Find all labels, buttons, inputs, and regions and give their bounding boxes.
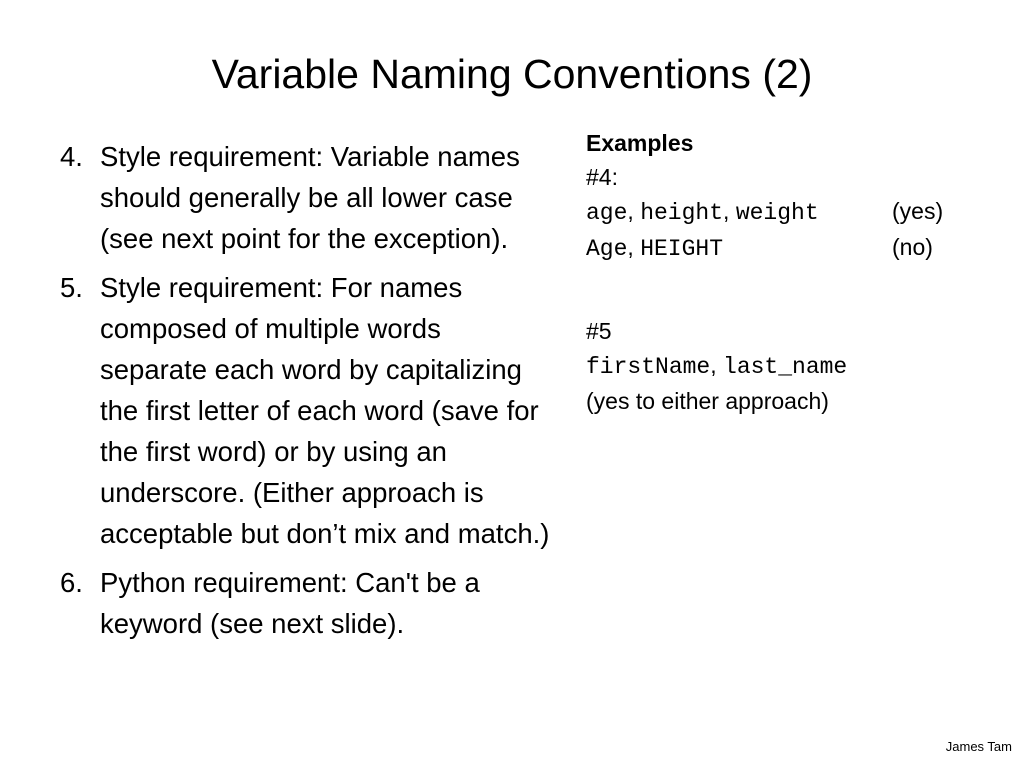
example-4-no-line [586,230,986,266]
author-footer: James Tam [945,739,1012,754]
example-5-line [586,348,986,384]
verdict-yes: (yes) [892,198,944,224]
separator: , [723,198,736,224]
examples-heading: Examples [586,130,694,156]
example-4-yes-line [586,194,986,230]
code-age: age [586,200,628,226]
list-item-text: Style requirement: For names composed of multiple words separate each word by capitalizing the first letter of each word (save for the first word) or by using an underscore. (Either approach is acceptable but don’t mix and match.) [100,272,550,549]
list-item [60,562,550,644]
separator: , [627,234,641,260]
code-height: height [640,200,724,226]
examples-panel [586,126,986,418]
spacer [586,266,986,314]
list-item-number: 6. [60,567,83,598]
example-5-note: (yes to either approach) [586,388,829,414]
example-5-label: #5 [586,318,612,344]
verdict-no: (no) [892,234,933,260]
code-Age: Age [586,236,628,262]
separator: , [710,352,724,378]
list-item-number: 4. [60,141,83,172]
code-last-name: last_name [723,354,848,380]
list-item [60,267,550,554]
list-item-number: 5. [60,272,83,303]
list-item-text: Style requirement: Variable names should generally be all lower case (see next point for the exception). [100,141,520,254]
code-HEIGHT: HEIGHT [640,236,724,262]
slide-title: Variable Naming Conventions (2) [211,51,813,97]
separator: , [627,198,641,224]
rules-list [60,136,550,652]
code-weight: weight [735,200,819,226]
list-item [60,136,550,259]
list-item-text: Python requirement: Can't be a keyword (see next slide). [100,567,480,639]
example-4-label: #4: [586,164,618,190]
code-firstName: firstName [586,354,711,380]
